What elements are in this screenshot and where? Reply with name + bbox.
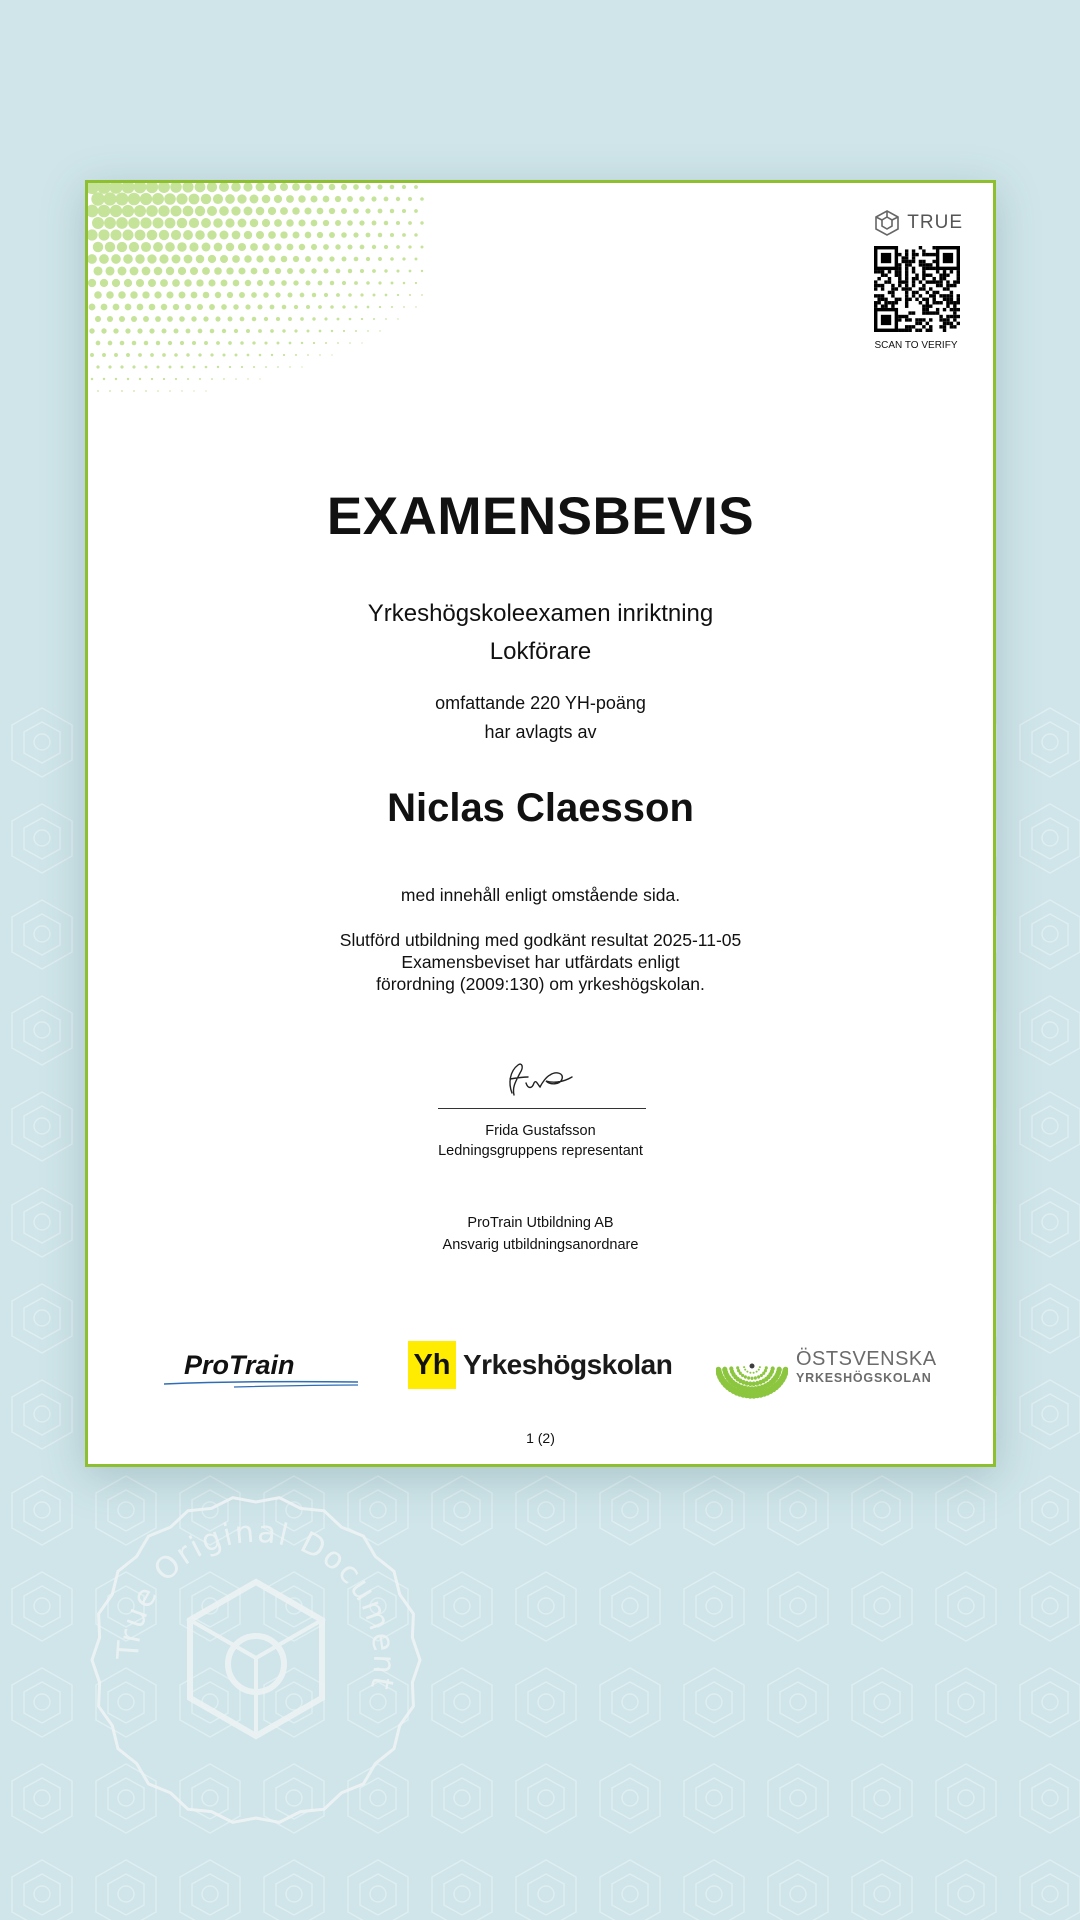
true-original-document-seal: [88, 1492, 424, 1828]
protrain-logo-text: ProTrain: [184, 1352, 295, 1380]
recipient-name: Niclas Claesson: [387, 786, 694, 830]
signature-line: [438, 1108, 646, 1109]
degree-line-2: Lokförare: [489, 638, 592, 665]
yh-name: Yrkeshögskolan: [463, 1349, 673, 1380]
ostsvenska-logo: [716, 1338, 937, 1400]
page-number: 1 (2): [526, 1430, 555, 1446]
true-logo: [873, 209, 963, 237]
qr-code[interactable]: [874, 246, 960, 332]
signer-role: Ledningsgruppens representant: [438, 1143, 643, 1159]
ostsvenska-dot-mark: [716, 1338, 788, 1400]
ostsvenska-line-1: ÖSTSVENSKA: [796, 1348, 937, 1370]
points-line-2: har avlagts av: [484, 722, 597, 742]
signer-name: Frida Gustafsson: [485, 1123, 596, 1139]
yrkeshogskolan-logo: [408, 1341, 672, 1389]
certificate-title: EXAMENSBEVIS: [326, 487, 755, 546]
halftone-dot-decoration: [88, 183, 428, 393]
points-line-1: omfattande 220 YH-poäng: [435, 693, 646, 713]
true-hexagon-icon: [873, 209, 901, 237]
degree-line-1: Yrkeshögskoleexamen inriktning: [367, 600, 714, 627]
organization-block: [88, 1212, 993, 1256]
certificate-page: [85, 180, 996, 1467]
ostsvenska-wordmark: [796, 1350, 937, 1388]
completion-line-2: Examensbeviset har utfärdats enligt: [401, 952, 680, 972]
points-text: [88, 689, 993, 747]
signer-block: [88, 1121, 993, 1161]
true-brand-text: TRUE: [907, 212, 963, 233]
completion-line-1: Slutförd utbildning med godkänt resultat 2025-11-05: [339, 930, 742, 950]
organization-name: ProTrain Utbildning AB: [467, 1215, 614, 1231]
completion-line-3: förordning (2009:130) om yrkeshögskolan.: [376, 974, 705, 994]
protrain-logo: [164, 1352, 360, 1392]
seal-text: True Original Document: [110, 1514, 402, 1694]
logo-row: [88, 1338, 993, 1398]
organization-role: Ansvarig utbildningsanordnare: [442, 1237, 639, 1253]
completion-text: [88, 929, 993, 995]
yh-mark: Yh: [408, 1341, 456, 1389]
content-note: med innehåll enligt omstående sida.: [400, 885, 681, 905]
degree-text: [88, 595, 993, 671]
signature: [498, 1053, 588, 1103]
scan-to-verify-label: SCAN TO VERIFY: [874, 340, 958, 351]
ostsvenska-line-2: YRKESHÖGSKOLAN: [796, 1371, 932, 1385]
